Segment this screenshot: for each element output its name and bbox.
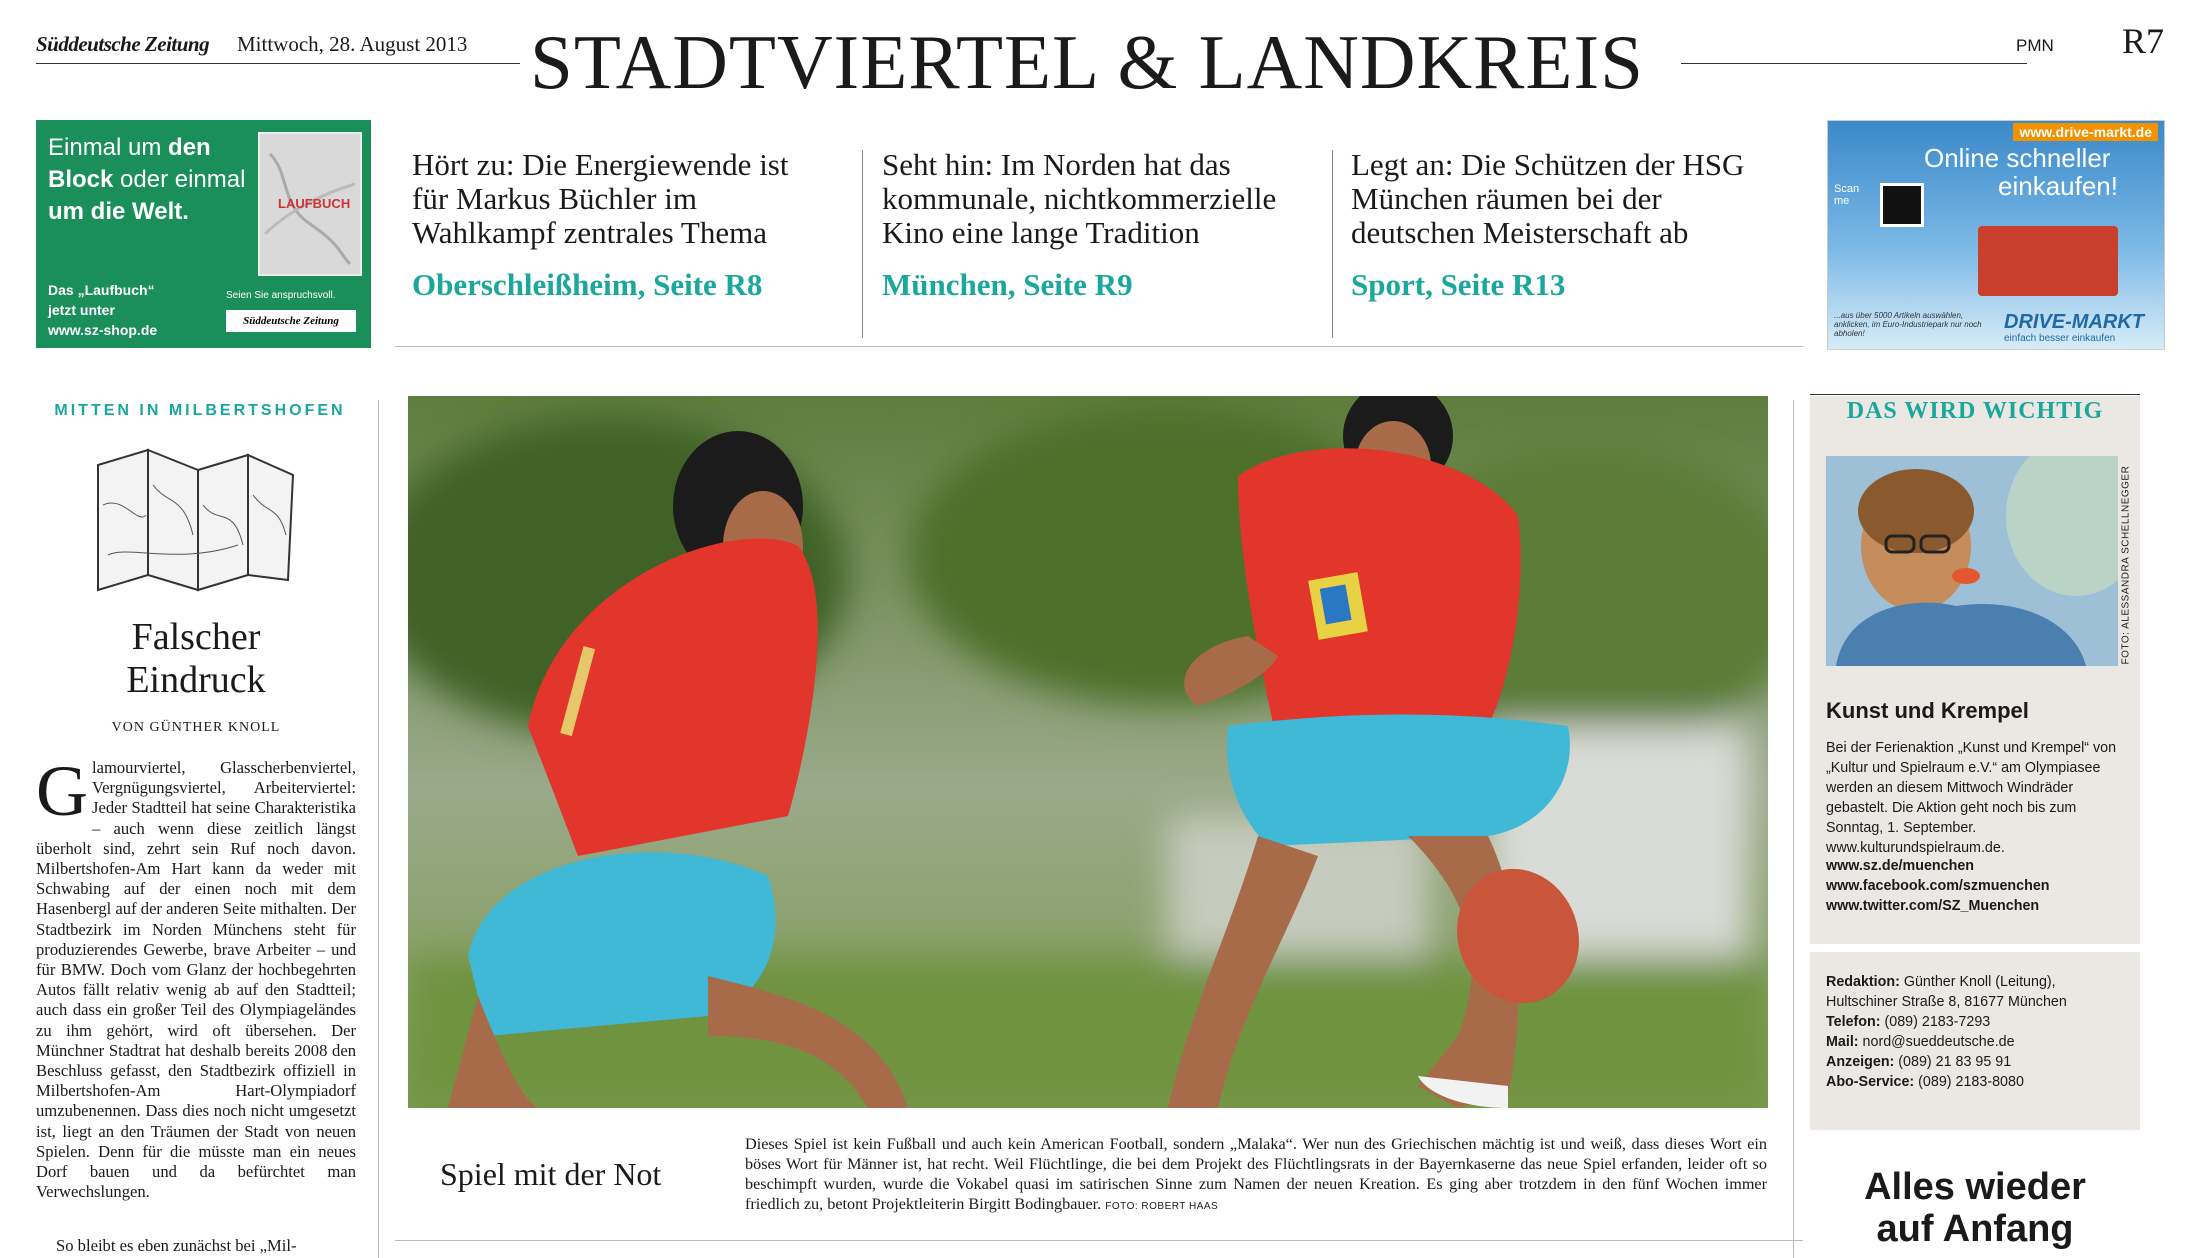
contact-value[interactable]: (089) 2183-8080 (1914, 1074, 2024, 1090)
issue-date: Mittwoch, 28. August 2013 (237, 32, 468, 56)
edition-code: PMN (2016, 36, 2054, 55)
teaser-text: Seht hin: Im Norden hat das kommunale, nichtkommerzielle Kino eine lange Tradition (882, 147, 1277, 250)
social-links (1826, 856, 2126, 916)
ad-text: oder einmal (113, 166, 246, 193)
teaser-divider (862, 150, 863, 338)
article-body (36, 751, 356, 1202)
ad-footer: ...aus über 5000 Artikeln auswählen, anklicken, im Euro-Industriepark nur noch abholen! (1834, 311, 1982, 338)
qr-code-icon[interactable] (1880, 183, 1924, 227)
folded-map-icon (88, 445, 298, 595)
ad-scan-label: Scan me (1834, 183, 1860, 207)
teaser-muenchen[interactable] (882, 148, 1292, 302)
contact-value[interactable]: (089) 2183-7293 (1880, 1014, 1991, 1030)
drive-markt-logo: DRIVE-MARKT (2004, 311, 2144, 333)
ad-shop-link[interactable]: www.sz-shop.de (48, 322, 158, 338)
drive-markt-slogan: einfach besser einkaufen (2004, 333, 2116, 344)
ad-claim: Seien Sie anspruchsvoll. (226, 290, 336, 301)
column-divider (378, 400, 379, 1258)
contact-line (1826, 1052, 2136, 1072)
ad-foot-line: jetzt unter (48, 302, 115, 318)
laufbuch-ad-footer (48, 280, 198, 340)
column-kicker: MITTEN IN MILBERTSHOFEN (54, 402, 346, 419)
drive-markt-ad[interactable] (1827, 120, 2165, 350)
headline-line: auf Anfang (1876, 1208, 2074, 1250)
contact-line (1826, 1012, 2136, 1032)
book-title: LAUFBUCH (278, 196, 351, 211)
contact-label: Redaktion: (1826, 974, 1900, 990)
drop-cap: G (36, 751, 88, 831)
section-title: STADTVIERTEL & LANDKREIS (530, 19, 1644, 105)
contact-label: Abo-Service: (1826, 1074, 1915, 1090)
contact-line (1826, 1072, 2136, 1092)
link-sz-muenchen[interactable]: www.sz.de/muenchen (1826, 858, 1975, 874)
teaser-divider (1332, 150, 1333, 338)
info-panel-heading: DAS WIRD WICHTIG (1846, 398, 2104, 424)
teaser-link[interactable]: München, Seite R9 (882, 267, 1133, 302)
event-title: Kunst und Krempel (1826, 698, 2029, 723)
ad-headline: einkaufen! (1998, 171, 2118, 201)
title-line: Eindruck (126, 659, 266, 701)
link-facebook[interactable]: www.facebook.com/szmuenchen (1826, 878, 2050, 894)
headline-line: Alles wieder (1864, 1166, 2086, 1208)
ad-text-bold: den Block (48, 134, 211, 193)
photo-credit: FOTO: ROBERT HAAS (1105, 1201, 1219, 1212)
kunst-krempel-photo[interactable] (1826, 456, 2118, 666)
ad-headline: Online schneller (1924, 143, 2111, 173)
photo-caption (745, 1134, 1767, 1217)
teaser-link[interactable]: Sport, Seite R13 (1351, 267, 1566, 302)
event-text: Bei der Ferienaktion „Kunst und Krempel“ von „Kultur und Spielraum e.V.“ am Olympiasee werden an diesem Mittwoch Windräder gebastelt. Die Aktion geht noch bis zum Sonntag, 1. September. www.kulturundspielraum.de. (1826, 740, 2117, 856)
masthead (36, 19, 2170, 105)
contact-value: Günther Knoll (Leitung), (1899, 974, 2056, 990)
teaser-text: Hört zu: Die Energiewende ist für Markus Büchler im Wahlkampf zentrales Thema (412, 147, 789, 250)
photo-credit-vertical (2116, 456, 2136, 666)
article-text: lamourviertel, Glasscherbenviertel, Vergnügungsviertel, Arbeiterviertel: Jeder Stadtteil hat seine Charakteristika – auch wenn diese zeitlich längst überholt sind, zehrt sein Ruf noch davon. Milbertshofen-Am Hart kann da weder mit Schwabing auf der einen noch mit dem Hasenbergl auf der anderen Seite mithalten. Der Stadtbezirk im Norden Münchens steht für produzierendes Gewerbe, brave Arbeiter – und für BMW. Doch vom Glanz der hochbegehrten Autos fällt relativ wenig ab auf den Stadtteil; auch dass ein großer Teil des Olympiageländes zu ihm gehört, wird oft übersehen. Der Münchner Stadtrat hat deshalb bereits 2008 den Beschluss gefasst, den Stadtbezirk offiziell in Milbertshofen-Am Hart-Olympiadorf umzubenennen. Dass dies noch nicht umgesetzt ist, liegt an den Träumen der Stadt von neuen Spielen. Denn für die müsste man ein neues Dorf bauen und da befürchtet man Verwechslungen. (36, 758, 356, 1202)
byline: VON GÜNTHER KNOLL (111, 720, 281, 735)
column-divider (1793, 400, 1794, 1258)
shopping-cart-image (1978, 226, 2118, 296)
teaser-text: Legt an: Die Schützen der HSG München räumen bei der deutschen Meisterschaft ab (1351, 147, 1745, 250)
teaser-bottom-rule (395, 346, 1803, 347)
ad-text: Einmal um (48, 134, 169, 161)
photo-credit: FOTO: ALESSANDRA SCHELLNEGGER (2120, 465, 2132, 665)
ad-text-bold: um die Welt. (48, 198, 189, 225)
contact-line (1826, 992, 2136, 1012)
header-rule-right (1681, 63, 2027, 64)
teaser-oberschleissheim[interactable] (412, 148, 822, 302)
article-body-continued: So bleibt es eben zunächst bei „Mil- (56, 1236, 297, 1255)
teaser-sport[interactable] (1351, 148, 1761, 302)
laufbuch-ad-headline (48, 132, 258, 228)
page-number: R7 (2122, 21, 2165, 61)
ad-url[interactable]: www.drive-markt.de (2013, 123, 2158, 141)
contact-label: Telefon: (1826, 1014, 1881, 1030)
contact-info (1826, 972, 2136, 1092)
laufbuch-ad[interactable] (36, 120, 371, 348)
ad-headline-bottom (1810, 1166, 2140, 1250)
contact-label: Anzeigen: (1826, 1054, 1895, 1070)
header-rule-left (36, 63, 520, 64)
ad-foot-line: Das „Laufbuch“ (48, 282, 155, 298)
info-panel-rule (1810, 394, 2140, 395)
contact-email[interactable]: nord@sueddeutsche.de (1858, 1034, 2015, 1050)
link-twitter[interactable]: www.twitter.com/SZ_Muenchen (1826, 898, 2040, 914)
caption-text: Dieses Spiel ist kein Fußball und auch kein American Football, sondern „Malaka“. Wer nun des Griechischen mächtig ist und weiß, dass dieses Wort ein böses Wort für Männer ist, hat recht. Weil Flüchtlinge, die bei dem Projekt des Flüchtlingsrats in der Bayernkaserne das neue Spiel erfanden, leider oft so beschimpft wurden, wurde die Vokabel quasi im satirischen Sinne zum Namen der neuen Kreation. Es ging aber trotzdem in den fünf Wochen immer friedlich zu, betont Projektleiterin Birgitt Bodingbauer. (745, 1135, 1767, 1213)
article-title (36, 616, 356, 702)
ad-sz-logo: Süddeutsche Zeitung (226, 310, 356, 332)
caption-bottom-rule (395, 1240, 1803, 1241)
book-cover-image (258, 132, 362, 276)
photo-caption-title: Spiel mit der Not (440, 1156, 662, 1192)
contact-line (1826, 972, 2136, 992)
title-line: Falscher (131, 616, 261, 658)
contact-value: Hultschiner Straße 8, 81677 München (1826, 994, 2067, 1010)
newspaper-logo[interactable]: Süddeutsche Zeitung (36, 32, 210, 56)
contact-value[interactable]: (089) 21 83 95 91 (1894, 1054, 2012, 1070)
contact-line (1826, 1032, 2136, 1052)
contact-label: Mail: (1826, 1034, 1859, 1050)
teaser-link[interactable]: Oberschleißheim, Seite R8 (412, 267, 763, 302)
main-photo[interactable] (408, 396, 1768, 1108)
